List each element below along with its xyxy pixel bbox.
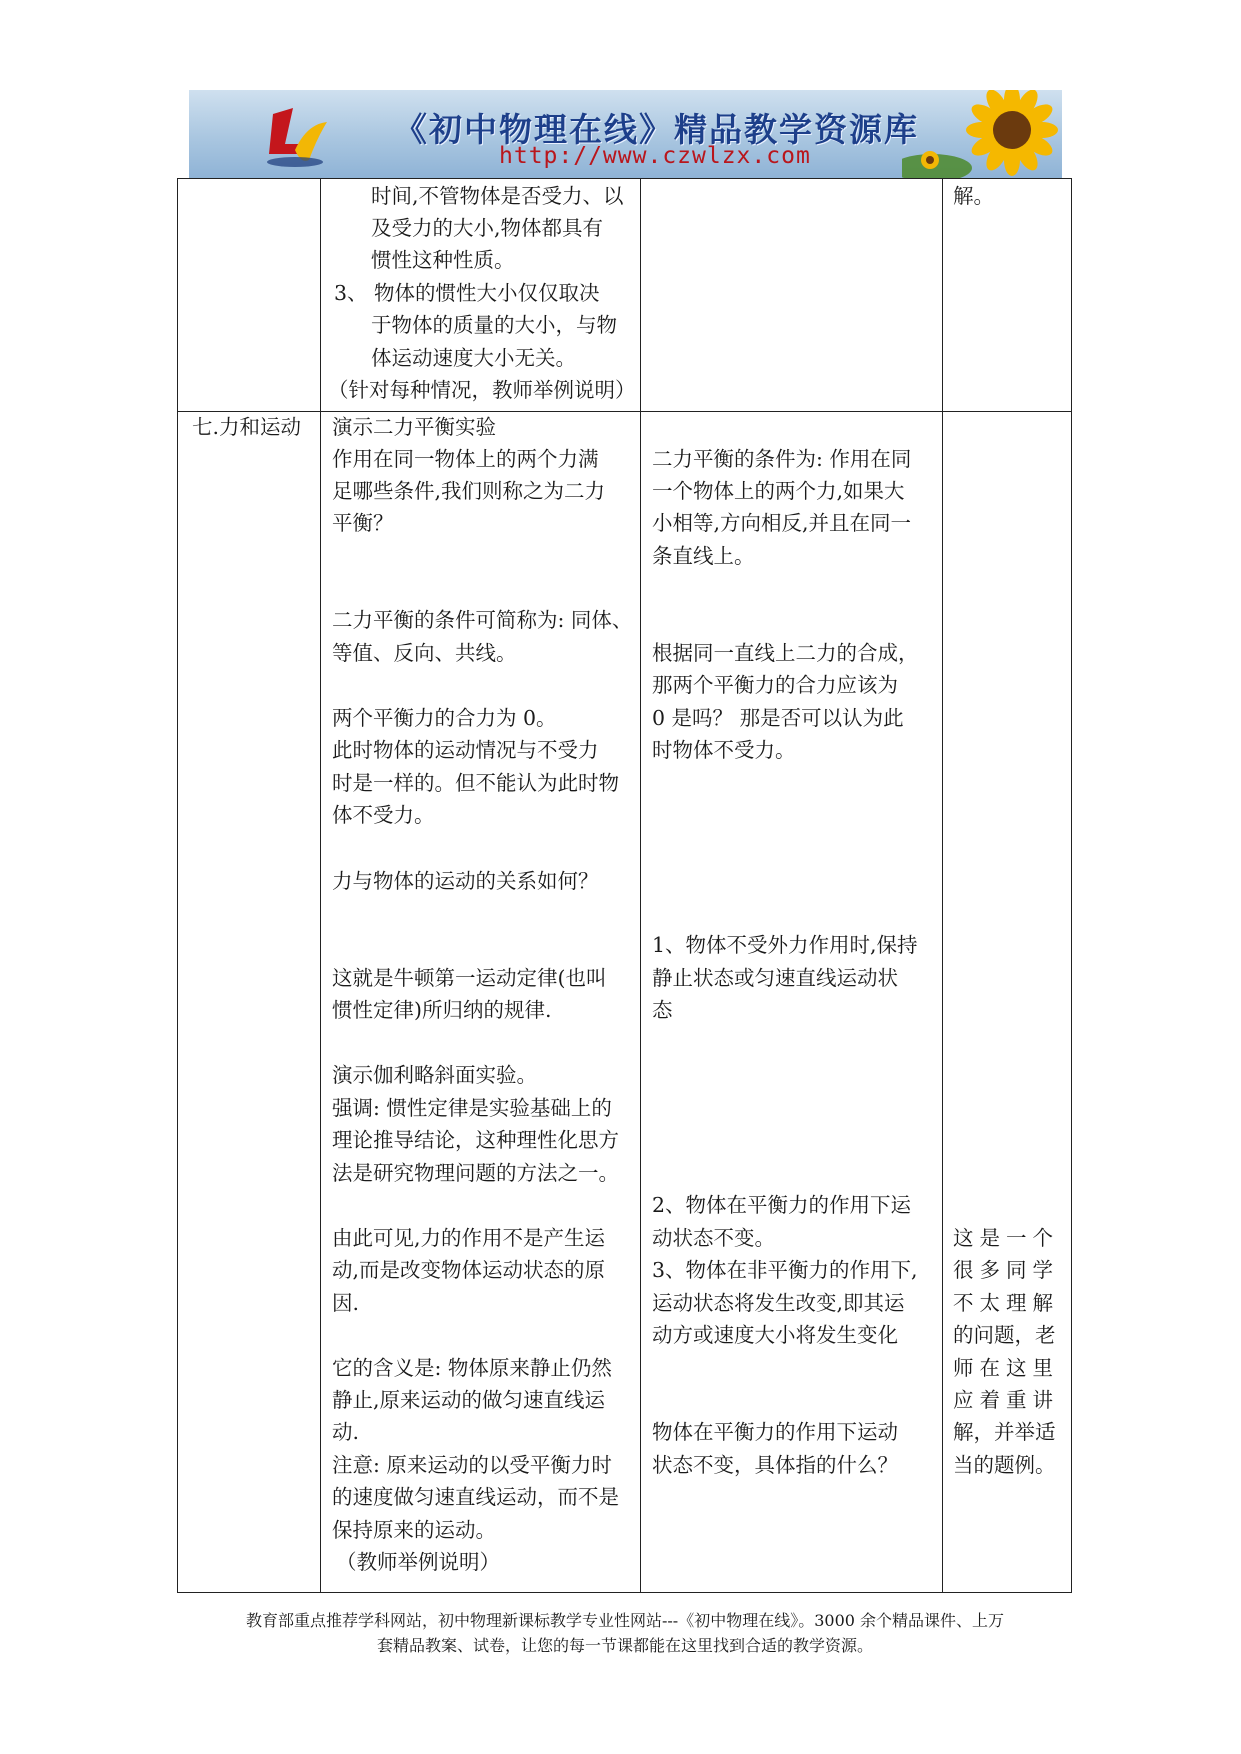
teacher-activity-line: 由此可见,力的作用不是产生运	[332, 1226, 606, 1250]
student-activity-line: 条直线上。	[652, 544, 755, 568]
design-note-line: 不太理解	[953, 1291, 1059, 1315]
header-banner	[189, 90, 1062, 178]
footer-line-1: 教育部重点推荐学科网站，初中物理新课标教学专业性网站---《初中物理在线》。3000 余个精品课件、上万	[245, 1611, 1005, 1630]
section-title: 七.力和运动	[192, 415, 302, 439]
row1-content-line: （针对每种情况，教师举例说明）	[328, 378, 636, 402]
student-activity-line: 1、物体不受外力作用时,保持	[652, 933, 918, 957]
teacher-activity-line: 的速度做匀速直线运动，而不是	[332, 1485, 619, 1509]
design-note-line: 这是一个	[953, 1226, 1059, 1250]
student-activity-line: 一个物体上的两个力,如果大	[652, 479, 905, 503]
banner-title: 《初中物理在线》精品教学资源库	[394, 110, 919, 149]
student-activity-line: 3、物体在非平衡力的作用下,	[652, 1258, 918, 1282]
teacher-activity-line: 此时物体的运动情况与不受力	[332, 738, 599, 762]
teacher-activity-line: 因.	[332, 1291, 360, 1315]
footer-line-2: 套精品教案、试卷，让您的每一节课都能在这里找到合适的教学资源。	[376, 1636, 873, 1655]
student-activity-line: 0 是吗？ 那是否可以认为此	[652, 706, 904, 730]
teacher-activity-line: 演示二力平衡实验	[332, 415, 496, 439]
teacher-activity-line: 惯性定律)所归纳的规律.	[332, 998, 552, 1022]
row1-content-line: 体运动速度大小无关。	[371, 346, 576, 370]
teacher-activity-line: 动.	[332, 1420, 360, 1444]
banner-url[interactable]: http://www.czwlzx.com	[499, 143, 811, 169]
student-activity-line: 动状态不变。	[652, 1226, 775, 1250]
teacher-activity-line: 演示伽利略斜面实验。	[332, 1063, 537, 1087]
teacher-activity-line: 体不受力。	[332, 803, 435, 827]
teacher-activity-line: 时是一样的。但不能认为此时物	[332, 771, 619, 795]
student-activity-line: 小相等,方向相反,并且在同一	[652, 511, 912, 535]
row1-content-line: 惯性这种性质。	[371, 248, 515, 272]
table-border-bottom	[177, 1592, 1072, 1593]
row1-note: 解。	[953, 184, 994, 208]
table-row-divider	[177, 411, 1072, 412]
teacher-activity-line: 注意: 原来运动的以受平衡力时	[332, 1453, 612, 1477]
teacher-activity-line: 理论推导结论，这种理性化思方	[332, 1128, 619, 1152]
student-activity-line: 二力平衡的条件为: 作用在同	[652, 447, 912, 471]
table-column-divider	[320, 178, 321, 1593]
table-border-right	[1071, 178, 1072, 1593]
design-note-line: 的问题，老	[953, 1323, 1056, 1347]
student-activity-line: 态	[652, 998, 673, 1022]
student-activity-line: 运动状态将发生改变,即其运	[652, 1291, 905, 1315]
design-note-line: 应着重讲	[953, 1388, 1059, 1412]
teacher-activity-line: 动,而是改变物体运动状态的原	[332, 1258, 606, 1282]
table-border-top	[177, 178, 1072, 179]
teacher-activity-line: 作用在同一物体上的两个力满	[332, 447, 599, 471]
teacher-activity-line: 静止,原来运动的做匀速直线运	[332, 1388, 606, 1412]
teacher-activity-line: 它的含义是: 物体原来静止仍然	[332, 1356, 612, 1380]
design-note-line: 很多同学	[953, 1258, 1059, 1282]
teacher-activity-line: 足哪些条件,我们则称之为二力	[332, 479, 606, 503]
teacher-activity-line: 强调: 惯性定律是实验基础上的	[332, 1096, 612, 1120]
teacher-activity-line: 二力平衡的条件可简称为: 同体、	[332, 608, 633, 632]
student-activity-line: 那两个平衡力的合力应该为	[652, 673, 898, 697]
student-activity-line: 2、物体在平衡力的作用下运	[652, 1193, 912, 1217]
student-activity-line: 状态不变，具体指的什么？	[652, 1453, 898, 1477]
teacher-activity-line: 保持原来的运动。	[332, 1518, 496, 1542]
student-activity-line: 物体在平衡力的作用下运动	[652, 1420, 898, 1444]
teacher-activity-line: 这就是牛顿第一运动定律(也叫	[332, 966, 607, 990]
teacher-activity-line: 两个平衡力的合力为 0。	[332, 706, 557, 730]
teacher-activity-line: 法是研究物理问题的方法之一。	[332, 1161, 619, 1185]
design-note-line: 解，并举适	[953, 1420, 1056, 1444]
student-activity-line: 静止状态或匀速直线运动状	[652, 966, 898, 990]
teacher-activity-line: 平衡？	[332, 511, 394, 535]
table-border-left	[177, 178, 178, 1593]
sunflower-icon	[902, 90, 1062, 178]
row1-content-line: 时间,不管物体是否受力、以	[371, 184, 624, 208]
teacher-activity-line: 力与物体的运动的关系如何？	[332, 869, 599, 893]
table-column-divider	[942, 178, 943, 1593]
table-column-divider	[640, 178, 641, 1593]
design-note-line: 师在这里	[953, 1356, 1059, 1380]
czwlzx-logo-icon	[259, 104, 339, 170]
student-activity-line: 根据同一直线上二力的合成，	[652, 641, 919, 665]
row1-content-line: 3、 物体的惯性大小仅仅取决	[334, 281, 600, 305]
row1-content-line: 于物体的质量的大小，与物	[371, 313, 617, 337]
design-note-line: 当的题例。	[953, 1453, 1056, 1477]
row1-content-line: 及受力的大小,物体都具有	[371, 216, 604, 240]
student-activity-line: 时物体不受力。	[652, 738, 796, 762]
teacher-activity-line: 等值、反向、共线。	[332, 641, 517, 665]
teacher-activity-line: （教师举例说明）	[336, 1550, 500, 1574]
student-activity-line: 动方或速度大小将发生变化	[652, 1323, 898, 1347]
